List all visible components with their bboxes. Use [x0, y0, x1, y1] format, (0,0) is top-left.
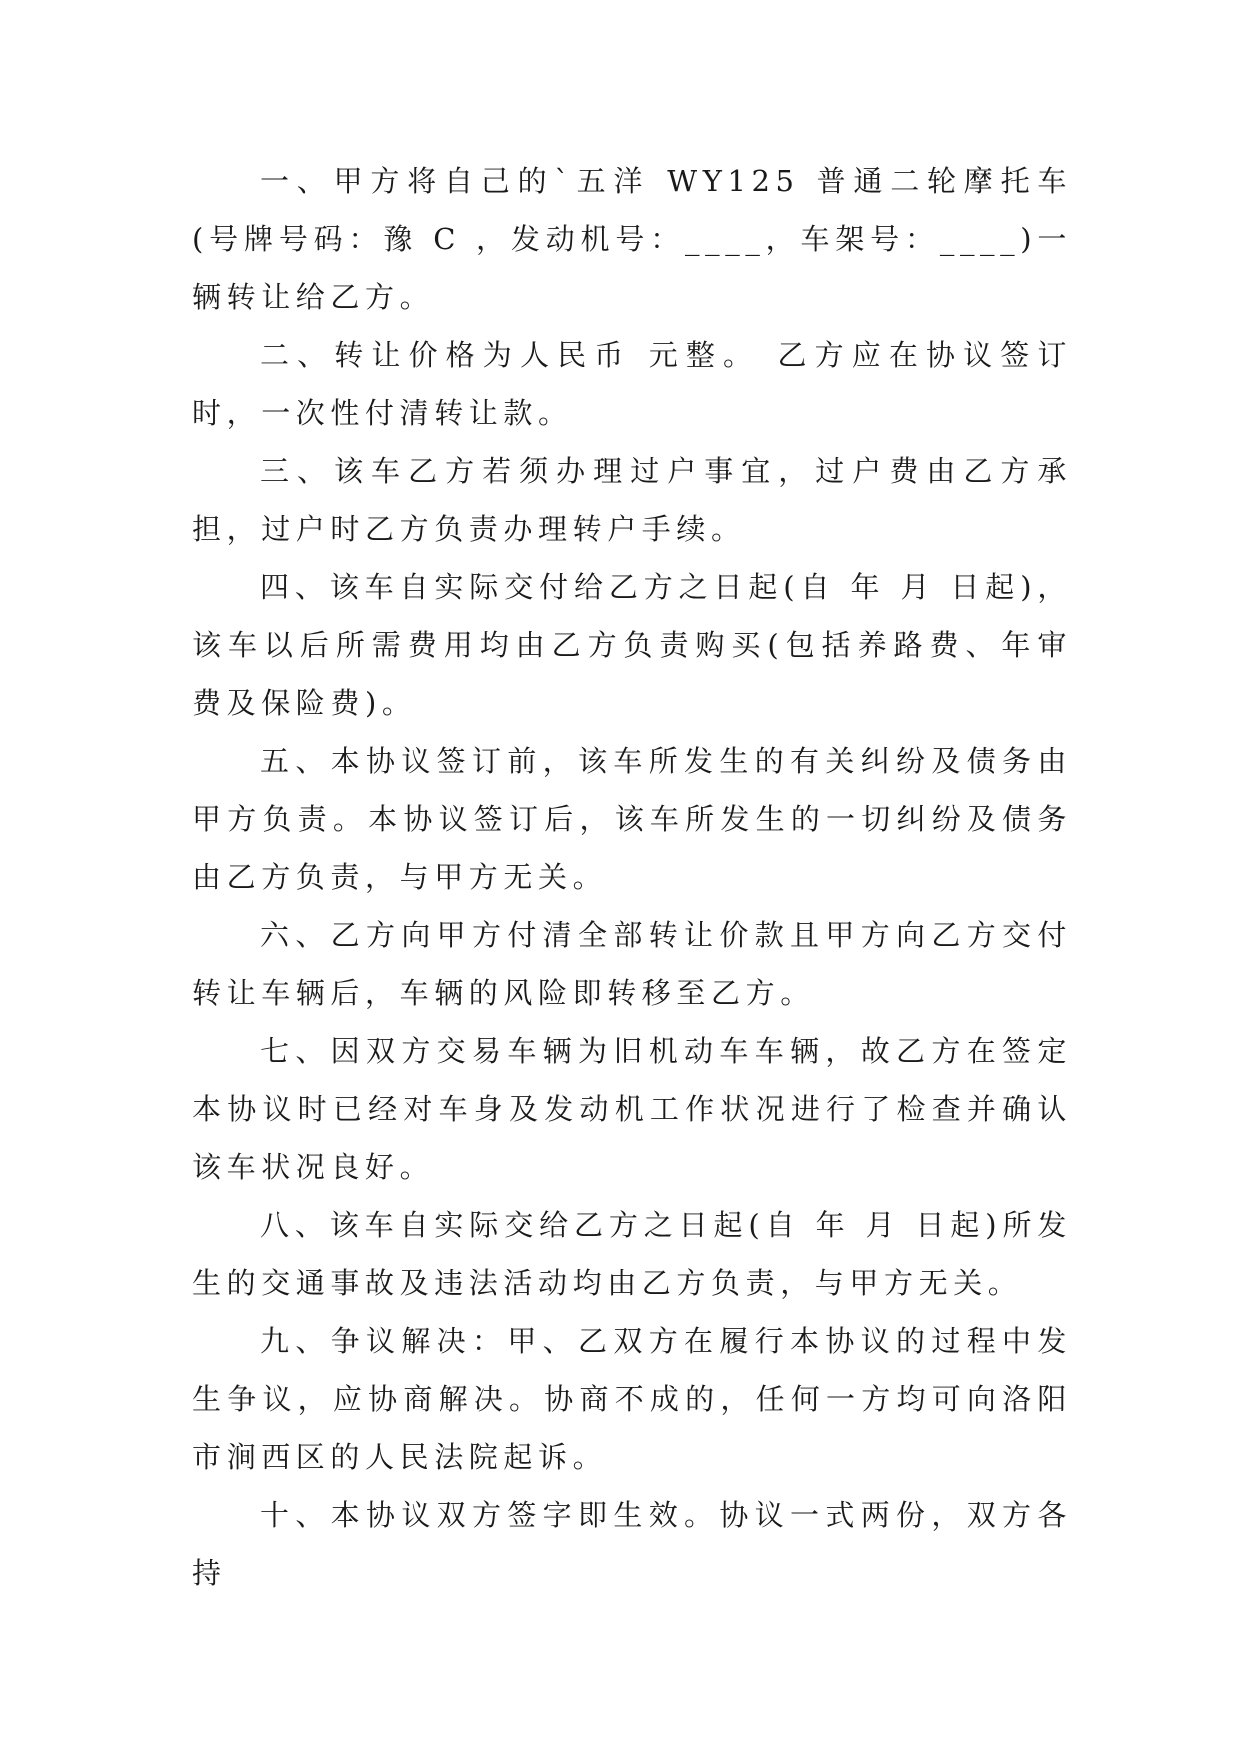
document-body: [192, 152, 1072, 1602]
clause-7: 七、因双方交易车辆为旧机动车车辆，故乙方在签定本协议时已经对车身及发动机工作状况进行了检查并确认该车状况良好。: [192, 1034, 1072, 1184]
clause-3: 三、该车乙方若须办理过户事宜，过户费由乙方承担，过户时乙方负责办理转户手续。: [192, 454, 1072, 546]
clause-2: 二、转让价格为人民币 元整。 乙方应在协议签订时，一次性付清转让款。: [192, 338, 1072, 430]
clause-6: 六、乙方向甲方付清全部转让价款且甲方向乙方交付转让车辆后，车辆的风险即转移至乙方。: [192, 918, 1072, 1010]
clause-5: 五、本协议签订前，该车所发生的有关纠纷及债务由甲方负责。本协议签订后，该车所发生的一切纠纷及债务由乙方负责，与甲方无关。: [192, 744, 1072, 894]
clause-1: 一、甲方将自己的`五洋 WY125 普通二轮摩托车(号牌号码：豫 C ，发动机号：____，车架号：____)一辆转让给乙方。: [192, 164, 1072, 314]
clause-9: 九、争议解决：甲、乙双方在履行本协议的过程中发生争议，应协商解决。协商不成的，任何一方均可向洛阳市涧西区的人民法院起诉。: [192, 1324, 1072, 1474]
clause-4: 四、该车自实际交付给乙方之日起(自 年 月 日起)，该车以后所需费用均由乙方负责购买(包括养路费、年审费及保险费)。: [192, 570, 1072, 720]
clause-8: 八、该车自实际交给乙方之日起(自 年 月 日起)所发生的交通事故及违法活动均由乙方负责，与甲方无关。: [192, 1208, 1072, 1300]
clause-10: 十、本协议双方签字即生效。协议一式两份，双方各持: [192, 1498, 1072, 1590]
